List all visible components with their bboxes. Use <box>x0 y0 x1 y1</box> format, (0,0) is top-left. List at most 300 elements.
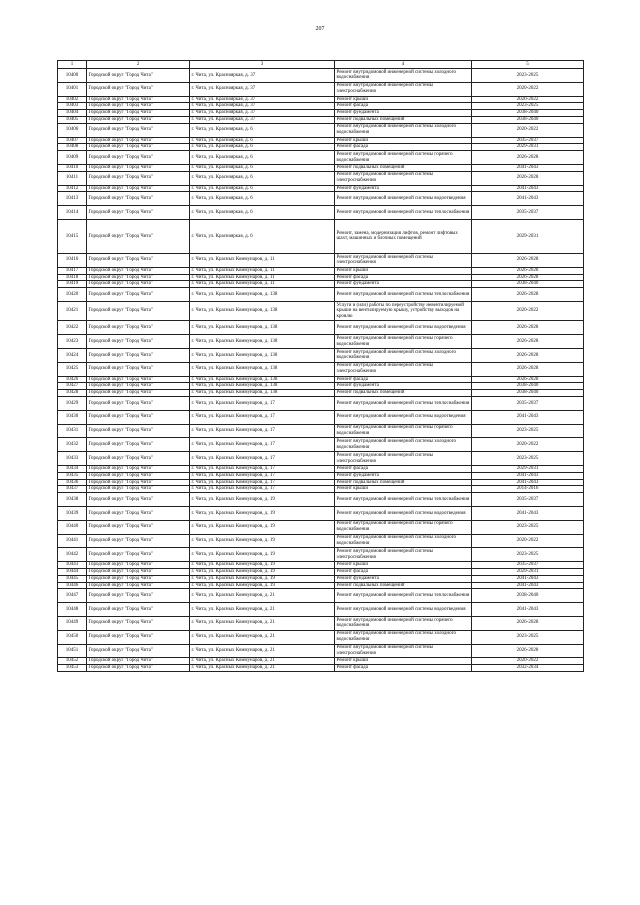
work-type-cell: Ремонт крыши <box>335 137 472 144</box>
address-cell: г. Чита, ул. Красных Коммунаров, д. 17 <box>190 479 335 486</box>
row-number-cell: 10428 <box>58 390 87 397</box>
period-cell: 2023-2025 <box>472 548 584 562</box>
row-number-cell: 10429 <box>58 397 87 411</box>
period-cell: 2020-2022 <box>472 123 584 137</box>
table-row <box>58 658 584 665</box>
address-cell: г. Чита, ул. Красных Коммунаров, д. 17 <box>190 466 335 473</box>
row-number-cell: 10435 <box>58 472 87 479</box>
municipality-cell: Городской округ "Город Чита" <box>87 69 190 83</box>
address-cell: г. Чита, ул. Красных Коммунаров, д. 19 <box>190 506 335 520</box>
work-type-cell: Ремонт внутридомовой инженерной системы водоотведения <box>335 321 472 335</box>
municipality-cell: Городской округ "Город Чита" <box>87 520 190 534</box>
row-number-cell: 10420 <box>58 288 87 302</box>
work-type-cell: Ремонт внутридомовой инженерной системы водоотведения <box>335 192 472 206</box>
period-cell: 2023-2025 <box>472 452 584 466</box>
period-cell: 2035-2037 <box>472 206 584 220</box>
address-cell: г. Чита, ул. Красных Коммунаров, д. 138 <box>190 390 335 397</box>
period-cell: 2020-2022 <box>472 438 584 452</box>
address-cell: г. Чита, ул. Красных Коммунаров, д. 17 <box>190 410 335 424</box>
table-header <box>58 61 584 69</box>
period-cell: 2029-2031 <box>472 144 584 151</box>
period-cell: 2038-2040 <box>472 110 584 117</box>
page-number: 207 <box>315 26 325 32</box>
municipality-cell: Городской округ "Город Чита" <box>87 144 190 151</box>
table-row <box>58 219 584 253</box>
work-type-cell: Ремонт фундамента <box>335 383 472 390</box>
municipality-cell: Городской округ "Город Чита" <box>87 164 190 171</box>
municipality-cell: Городской округ "Город Чита" <box>87 383 190 390</box>
row-number-cell: 10408 <box>58 144 87 151</box>
address-cell: г. Чита, ул. Краснояркая, д. 6 <box>190 164 335 171</box>
period-cell: 2041-2043 <box>472 603 584 617</box>
address-cell: г. Чита, ул. Красных Коммунаров, д. 19 <box>190 534 335 548</box>
table-row <box>58 349 584 363</box>
municipality-cell: Городской округ "Город Чита" <box>87 281 190 288</box>
table-row <box>58 185 584 192</box>
row-number-cell: 10439 <box>58 506 87 520</box>
municipality-cell: Городской округ "Город Чита" <box>87 349 190 363</box>
header-cell-4: 4 <box>335 61 472 69</box>
work-type-cell: Ремонт внутридомовой инженерной системы горячего водоснабжения <box>335 335 472 349</box>
address-cell: г. Чита, ул. Краснояркая, д. 6 <box>190 185 335 192</box>
table-row <box>58 493 584 507</box>
work-type-cell: Ремонт внутридомовой инженерной системы холодного водоснабжения <box>335 438 472 452</box>
address-cell: г. Чита, ул. Краснояркая, д. 37 <box>190 103 335 110</box>
table-row <box>58 534 584 548</box>
address-cell: г. Чита, ул. Красных Коммунаров, д. 17 <box>190 424 335 438</box>
table-row <box>58 665 584 672</box>
table-row <box>58 335 584 349</box>
table-row <box>58 362 584 376</box>
period-cell: 2035-2037 <box>472 397 584 411</box>
address-cell: г. Чита, ул. Красных Коммунаров, д. 11 <box>190 281 335 288</box>
address-cell: г. Чита, ул. Краснояркая, д. 6 <box>190 144 335 151</box>
work-type-cell: Ремонт внутридомовой инженерной системы теплоснабжения <box>335 206 472 220</box>
period-cell: 2020-2022 <box>472 82 584 96</box>
row-number-cell: 10410 <box>58 164 87 171</box>
address-cell: г. Чита, ул. Краснояркая, д. 6 <box>190 171 335 185</box>
address-cell: г. Чита, ул. Красных Коммунаров, д. 138 <box>190 349 335 363</box>
period-cell: 2041-2043 <box>472 472 584 479</box>
row-number-cell: 10413 <box>58 192 87 206</box>
table-row <box>58 520 584 534</box>
row-number-cell: 10446 <box>58 582 87 589</box>
address-cell: г. Чита, ул. Красных Коммунаров, д. 138 <box>190 362 335 376</box>
municipality-cell: Городской округ "Город Чита" <box>87 616 190 630</box>
municipality-cell: Городской округ "Город Чита" <box>87 452 190 466</box>
period-cell: 2023-2025 <box>472 69 584 83</box>
row-number-cell: 10423 <box>58 335 87 349</box>
address-cell: г. Чита, ул. Красных Коммунаров, д. 21 <box>190 616 335 630</box>
work-type-cell: Ремонт подвальных помещений <box>335 479 472 486</box>
work-type-cell: Ремонт подвальных помещений <box>335 390 472 397</box>
work-type-cell: Услуги и (или) работы по переустройству невентилируемой крыши на вентилируемую крышу, устройству выходов на кровлю <box>335 301 472 321</box>
table-row <box>58 96 584 103</box>
address-cell: г. Чита, ул. Красных Коммунаров, д. 19 <box>190 582 335 589</box>
table-row <box>58 69 584 83</box>
period-cell: 2026-2028 <box>472 267 584 274</box>
work-type-cell: Ремонт крыши <box>335 267 472 274</box>
address-cell: г. Чита, ул. Краснояркая, д. 37 <box>190 82 335 96</box>
municipality-cell: Городской округ "Город Чита" <box>87 589 190 603</box>
address-cell: г. Чита, ул. Красных Коммунаров, д. 17 <box>190 486 335 493</box>
municipality-cell: Городской округ "Город Чита" <box>87 301 190 321</box>
municipality-cell: Городской округ "Город Чита" <box>87 438 190 452</box>
work-type-cell: Ремонт внутридомовой инженерной системы электроснабжения <box>335 82 472 96</box>
address-cell: г. Чита, ул. Красных Коммунаров, д. 21 <box>190 603 335 617</box>
row-number-cell: 10440 <box>58 520 87 534</box>
address-cell: г. Чита, ул. Красных Коммунаров, д. 19 <box>190 548 335 562</box>
header-cell-2: 2 <box>87 61 190 69</box>
row-number-cell: 10425 <box>58 362 87 376</box>
municipality-cell: Городской округ "Город Чита" <box>87 116 190 123</box>
work-type-cell: Ремонт внутридомовой инженерной системы электроснабжения <box>335 362 472 376</box>
period-cell: 2026-2028 <box>472 253 584 267</box>
row-number-cell: 10431 <box>58 424 87 438</box>
row-number-cell: 10447 <box>58 589 87 603</box>
address-cell: г. Чита, ул. Красных Коммунаров, д. 17 <box>190 452 335 466</box>
municipality-cell: Городской округ "Город Чита" <box>87 335 190 349</box>
row-number-cell: 10445 <box>58 575 87 582</box>
work-type-cell: Ремонт внутридомовой инженерной системы холодного водоснабжения <box>335 630 472 644</box>
row-number-cell: 10451 <box>58 644 87 658</box>
period-cell: 2026-2028 <box>472 335 584 349</box>
period-cell: 2026-2028 <box>472 151 584 165</box>
work-type-cell: Ремонт внутридомовой инженерной системы горячего водоснабжения <box>335 424 472 438</box>
period-cell: 2038-2040 <box>472 390 584 397</box>
table-row <box>58 206 584 220</box>
address-cell: г. Чита, ул. Красных Коммунаров, д. 17 <box>190 438 335 452</box>
header-row <box>58 61 584 69</box>
period-cell: 2041-2043 <box>472 164 584 171</box>
municipality-cell: Городской округ "Город Чита" <box>87 123 190 137</box>
period-cell: 2026-2028 <box>472 274 584 281</box>
municipality-cell: Городской округ "Город Чита" <box>87 376 190 383</box>
period-cell: 2035-2037 <box>472 137 584 144</box>
table-row <box>58 644 584 658</box>
address-cell: г. Чита, ул. Красных Коммунаров, д. 138 <box>190 335 335 349</box>
municipality-cell: Городской округ "Город Чита" <box>87 96 190 103</box>
table-row <box>58 288 584 302</box>
table-row <box>58 582 584 589</box>
repair-schedule-table <box>57 60 584 672</box>
municipality-cell: Городской округ "Город Чита" <box>87 206 190 220</box>
municipality-cell: Городской округ "Город Чита" <box>87 410 190 424</box>
period-cell: 2038-2040 <box>472 383 584 390</box>
work-type-cell: Ремонт внутридомовой инженерной системы электроснабжения <box>335 644 472 658</box>
municipality-cell: Городской округ "Город Чита" <box>87 658 190 665</box>
work-type-cell: Ремонт фундамента <box>335 110 472 117</box>
municipality-cell: Городской округ "Город Чита" <box>87 506 190 520</box>
address-cell: г. Чита, ул. Краснояркая, д. 37 <box>190 69 335 83</box>
period-cell: 2041-2043 <box>472 410 584 424</box>
period-cell: 2035-2037 <box>472 493 584 507</box>
municipality-cell: Городской округ "Город Чита" <box>87 568 190 575</box>
row-number-cell: 10404 <box>58 110 87 117</box>
row-number-cell: 10442 <box>58 548 87 562</box>
work-type-cell: Ремонт внутридомовой инженерной системы водоотведения <box>335 603 472 617</box>
address-cell: г. Чита, ул. Красных Коммунаров, д. 21 <box>190 665 335 672</box>
work-type-cell: Ремонт внутридомовой инженерной системы холодного водоснабжения <box>335 69 472 83</box>
address-cell: г. Чита, ул. Красных Коммунаров, д. 21 <box>190 630 335 644</box>
work-type-cell: Ремонт фасада <box>335 568 472 575</box>
work-type-cell: Ремонт фасада <box>335 144 472 151</box>
address-cell: г. Чита, ул. Красных Коммунаров, д. 138 <box>190 288 335 302</box>
work-type-cell: Ремонт фундамента <box>335 281 472 288</box>
row-number-cell: 10453 <box>58 665 87 672</box>
work-type-cell: Ремонт фундамента <box>335 575 472 582</box>
municipality-cell: Городской округ "Город Чита" <box>87 472 190 479</box>
row-number-cell: 10415 <box>58 219 87 253</box>
work-type-cell: Ремонт фасада <box>335 376 472 383</box>
row-number-cell: 10414 <box>58 206 87 220</box>
table-row <box>58 253 584 267</box>
period-cell: 2026-2028 <box>472 171 584 185</box>
period-cell: 2026-2028 <box>472 376 584 383</box>
municipality-cell: Городской округ "Город Чита" <box>87 253 190 267</box>
municipality-cell: Городской округ "Город Чита" <box>87 219 190 253</box>
address-cell: г. Чита, ул. Краснояркая, д. 6 <box>190 206 335 220</box>
municipality-cell: Городской округ "Город Чита" <box>87 267 190 274</box>
row-number-cell: 10432 <box>58 438 87 452</box>
address-cell: г. Чита, ул. Краснояркая, д. 6 <box>190 137 335 144</box>
row-number-cell: 10436 <box>58 479 87 486</box>
municipality-cell: Городской округ "Город Чита" <box>87 151 190 165</box>
table-row <box>58 164 584 171</box>
municipality-cell: Городской округ "Город Чита" <box>87 274 190 281</box>
work-type-cell: Ремонт крыши <box>335 96 472 103</box>
table-row <box>58 452 584 466</box>
municipality-cell: Городской округ "Город Чита" <box>87 493 190 507</box>
period-cell: 2029-2031 <box>472 219 584 253</box>
row-number-cell: 10418 <box>58 274 87 281</box>
municipality-cell: Городской округ "Город Чита" <box>87 665 190 672</box>
address-cell: г. Чита, ул. Красных Коммунаров, д. 17 <box>190 472 335 479</box>
municipality-cell: Городской округ "Город Чита" <box>87 548 190 562</box>
municipality-cell: Городской округ "Город Чита" <box>87 582 190 589</box>
municipality-cell: Городской округ "Город Чита" <box>87 82 190 96</box>
row-number-cell: 10437 <box>58 486 87 493</box>
table-row <box>58 267 584 274</box>
row-number-cell: 10406 <box>58 123 87 137</box>
row-number-cell: 10417 <box>58 267 87 274</box>
municipality-cell: Городской округ "Город Чита" <box>87 486 190 493</box>
table-row <box>58 383 584 390</box>
row-number-cell: 10433 <box>58 452 87 466</box>
work-type-cell: Ремонт внутридомовой инженерной системы электроснабжения <box>335 548 472 562</box>
municipality-cell: Городской округ "Город Чита" <box>87 562 190 569</box>
work-type-cell: Ремонт внутридомовой инженерной системы электроснабжения <box>335 452 472 466</box>
period-cell: 2035-2037 <box>472 562 584 569</box>
table-row <box>58 110 584 117</box>
row-number-cell: 10430 <box>58 410 87 424</box>
address-cell: г. Чита, ул. Красных Коммунаров, д. 138 <box>190 376 335 383</box>
table-row <box>58 144 584 151</box>
municipality-cell: Городской округ "Город Чита" <box>87 534 190 548</box>
row-number-cell: 10400 <box>58 69 87 83</box>
table-row <box>58 479 584 486</box>
period-cell: 2041-2043 <box>472 192 584 206</box>
address-cell: г. Чита, ул. Красных Коммунаров, д. 19 <box>190 520 335 534</box>
address-cell: г. Чита, ул. Красных Коммунаров, д. 11 <box>190 267 335 274</box>
row-number-cell: 10405 <box>58 116 87 123</box>
period-cell: 2029-2031 <box>472 568 584 575</box>
municipality-cell: Городской округ "Город Чита" <box>87 171 190 185</box>
row-number-cell: 10444 <box>58 568 87 575</box>
table-row <box>58 568 584 575</box>
table-row <box>58 506 584 520</box>
municipality-cell: Городской округ "Город Чита" <box>87 603 190 617</box>
table-row <box>58 301 584 321</box>
row-number-cell: 10407 <box>58 137 87 144</box>
period-cell: 2041-2043 <box>472 185 584 192</box>
table-row <box>58 397 584 411</box>
municipality-cell: Городской округ "Город Чита" <box>87 390 190 397</box>
address-cell: г. Чита, ул. Красных Коммунаров, д. 19 <box>190 575 335 582</box>
address-cell: г. Чита, ул. Красных Коммунаров, д. 19 <box>190 568 335 575</box>
work-type-cell: Ремонт крыши <box>335 486 472 493</box>
period-cell: 2026-2028 <box>472 616 584 630</box>
address-cell: г. Чита, ул. Красных Коммунаров, д. 17 <box>190 397 335 411</box>
work-type-cell: Ремонт подвальных помещений <box>335 164 472 171</box>
municipality-cell: Городской округ "Город Чита" <box>87 362 190 376</box>
period-cell: 2023-2025 <box>472 520 584 534</box>
row-number-cell: 10402 <box>58 96 87 103</box>
table-row <box>58 466 584 473</box>
period-cell: 2041-2043 <box>472 479 584 486</box>
table-row <box>58 472 584 479</box>
table-row <box>58 562 584 569</box>
municipality-cell: Городской округ "Город Чита" <box>87 575 190 582</box>
row-number-cell: 10441 <box>58 534 87 548</box>
work-type-cell: Ремонт подвальных помещений <box>335 116 472 123</box>
municipality-cell: Городской округ "Город Чита" <box>87 644 190 658</box>
municipality-cell: Городской округ "Город Чита" <box>87 424 190 438</box>
municipality-cell: Городской округ "Город Чита" <box>87 288 190 302</box>
table-row <box>58 137 584 144</box>
row-number-cell: 10421 <box>58 301 87 321</box>
table-row <box>58 438 584 452</box>
address-cell: г. Чита, ул. Краснояркая, д. 6 <box>190 151 335 165</box>
table-row <box>58 548 584 562</box>
period-cell: 2026-2028 <box>472 321 584 335</box>
table-row <box>58 630 584 644</box>
row-number-cell: 10422 <box>58 321 87 335</box>
municipality-cell: Городской округ "Город Чита" <box>87 321 190 335</box>
table-row <box>58 123 584 137</box>
row-number-cell: 10426 <box>58 376 87 383</box>
municipality-cell: Городской округ "Город Чита" <box>87 397 190 411</box>
municipality-cell: Городской округ "Город Чита" <box>87 479 190 486</box>
work-type-cell: Ремонт фундамента <box>335 472 472 479</box>
work-type-cell: Ремонт внутридомовой инженерной системы водоотведения <box>335 506 472 520</box>
address-cell: г. Чита, ул. Красных Коммунаров, д. 138 <box>190 301 335 321</box>
row-number-cell: 10443 <box>58 562 87 569</box>
work-type-cell: Ремонт внутридомовой инженерной системы водоотведения <box>335 410 472 424</box>
work-type-cell: Ремонт внутридомовой инженерной системы теплоснабжения <box>335 288 472 302</box>
address-cell: г. Чита, ул. Краснояркая, д. 6 <box>190 192 335 206</box>
address-cell: г. Чита, ул. Красных Коммунаров, д. 21 <box>190 658 335 665</box>
table-row <box>58 171 584 185</box>
period-cell: 2026-2028 <box>472 288 584 302</box>
period-cell: 2020-2022 <box>472 301 584 321</box>
table-row <box>58 486 584 493</box>
work-type-cell: Ремонт внутридомовой инженерной системы электроснабжения <box>335 171 472 185</box>
period-cell: 2020-2022 <box>472 658 584 665</box>
municipality-cell: Городской округ "Город Чита" <box>87 103 190 110</box>
row-number-cell: 10412 <box>58 185 87 192</box>
row-number-cell: 10452 <box>58 658 87 665</box>
row-number-cell: 10448 <box>58 603 87 617</box>
row-number-cell: 10401 <box>58 82 87 96</box>
work-type-cell: Ремонт внутридомовой инженерной системы холодного водоснабжения <box>335 349 472 363</box>
period-cell: 2023-2025 <box>472 630 584 644</box>
table-row <box>58 390 584 397</box>
row-number-cell: 10424 <box>58 349 87 363</box>
table-row <box>58 274 584 281</box>
municipality-cell: Городской округ "Город Чита" <box>87 110 190 117</box>
row-number-cell: 10438 <box>58 493 87 507</box>
period-cell: 2038-2040 <box>472 589 584 603</box>
row-number-cell: 10434 <box>58 466 87 473</box>
work-type-cell: Ремонт внутридомовой инженерной системы холодного водоснабжения <box>335 123 472 137</box>
work-type-cell: Ремонт внутридомовой инженерной системы холодного водоснабжения <box>335 534 472 548</box>
address-cell: г. Чита, ул. Красных Коммунаров, д. 138 <box>190 321 335 335</box>
address-cell: г. Чита, ул. Красных Коммунаров, д. 11 <box>190 253 335 267</box>
period-cell: 2026-2028 <box>472 362 584 376</box>
table-body <box>58 69 584 672</box>
row-number-cell: 10409 <box>58 151 87 165</box>
period-cell: 2023-2025 <box>472 424 584 438</box>
period-cell: 2020-2022 <box>472 534 584 548</box>
municipality-cell: Городской округ "Город Чита" <box>87 192 190 206</box>
row-number-cell: 10449 <box>58 616 87 630</box>
table-row <box>58 103 584 110</box>
work-type-cell: Ремонт внутридомовой инженерной системы горячего водоснабжения <box>335 616 472 630</box>
work-type-cell: Ремонт фасада <box>335 274 472 281</box>
table-row <box>58 321 584 335</box>
work-type-cell: Ремонт фасада <box>335 103 472 110</box>
period-cell: 2014-2016 <box>472 486 584 493</box>
period-cell: 2026-2028 <box>472 644 584 658</box>
period-cell: 2041-2043 <box>472 506 584 520</box>
table-row <box>58 151 584 165</box>
address-cell: г. Чита, ул. Краснояркая, д. 37 <box>190 96 335 103</box>
period-cell: 2026-2028 <box>472 349 584 363</box>
address-cell: г. Чита, ул. Красных Коммунаров, д. 11 <box>190 274 335 281</box>
address-cell: г. Чита, ул. Красных Коммунаров, д. 19 <box>190 493 335 507</box>
address-cell: г. Чита, ул. Красных Коммунаров, д. 21 <box>190 589 335 603</box>
work-type-cell: Ремонт внутридомовой инженерной системы теплоснабжения <box>335 493 472 507</box>
municipality-cell: Городской округ "Город Чита" <box>87 630 190 644</box>
table-row <box>58 192 584 206</box>
table-row <box>58 281 584 288</box>
table-row <box>58 410 584 424</box>
row-number-cell: 10416 <box>58 253 87 267</box>
municipality-cell: Городской округ "Город Чита" <box>87 466 190 473</box>
work-type-cell: Ремонт фасада <box>335 665 472 672</box>
work-type-cell: Ремонт внутридомовой инженерной системы горячего водоснабжения <box>335 520 472 534</box>
period-cell: 2029-2031 <box>472 466 584 473</box>
row-number-cell: 10403 <box>58 103 87 110</box>
table-row <box>58 589 584 603</box>
row-number-cell: 10411 <box>58 171 87 185</box>
address-cell: г. Чита, ул. Красных Коммунаров, д. 138 <box>190 383 335 390</box>
work-type-cell: Ремонт крыши <box>335 658 472 665</box>
address-cell: г. Чита, ул. Красных Коммунаров, д. 21 <box>190 644 335 658</box>
header-cell-1: 1 <box>58 61 87 69</box>
address-cell: г. Чита, ул. Краснояркая, д. 6 <box>190 123 335 137</box>
